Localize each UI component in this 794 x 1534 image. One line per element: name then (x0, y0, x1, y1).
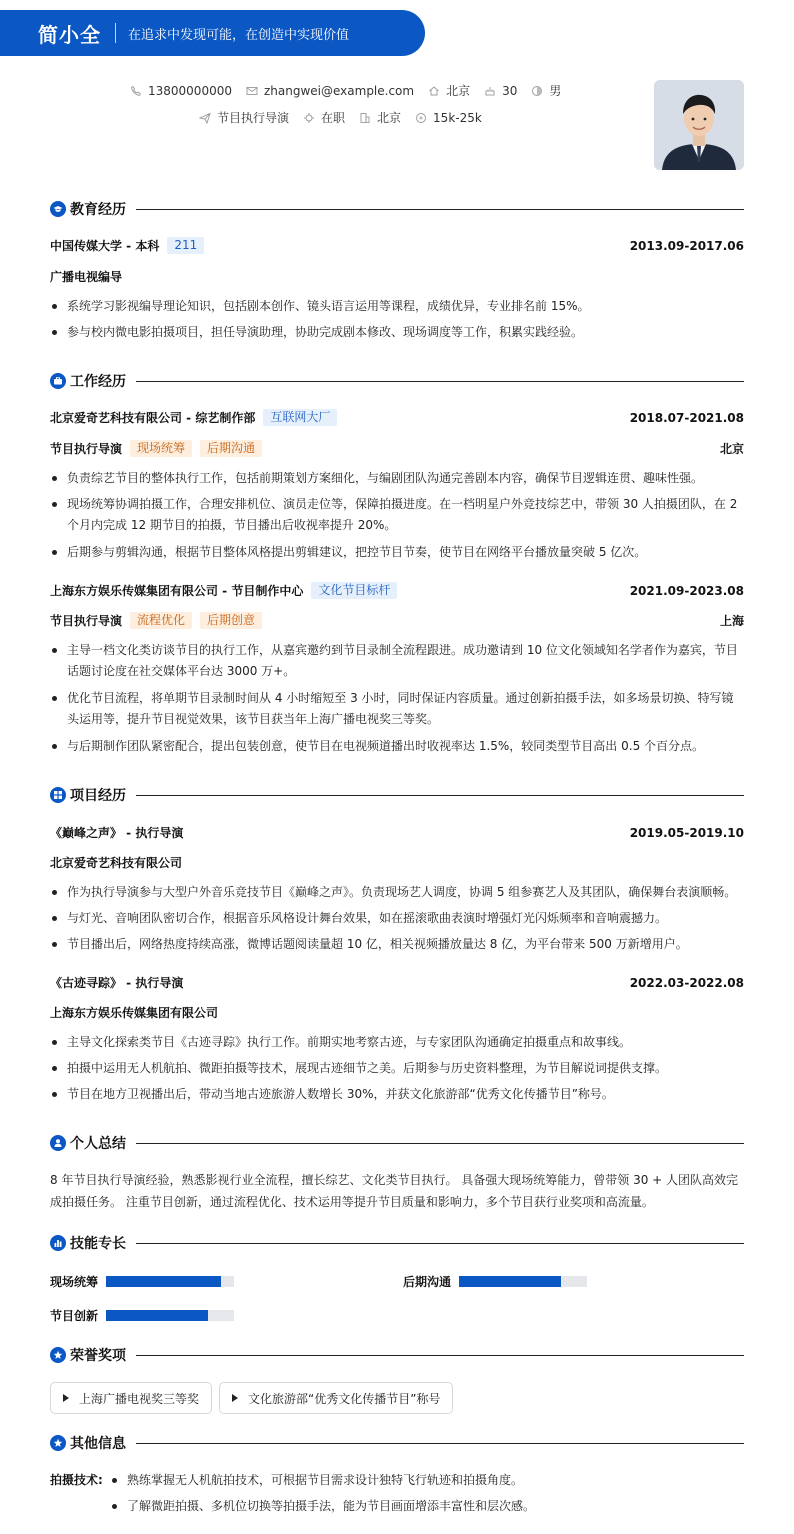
list-item: 主导一档文化类访谈节目的执行工作，从嘉宾邀约到节目录制全流程跟进。成功邀请到 10 位文化领域知名学者作为嘉宾，节目话题讨论度在社交媒体平台达 3000 万+。 (50, 640, 744, 682)
user-icon (50, 1135, 66, 1151)
section-skills (50, 1234, 744, 1252)
skill-name: 后期沟通 (403, 1275, 452, 1289)
banner-divider (115, 23, 116, 43)
section-education (50, 200, 744, 218)
job-period: 2021.09-2023.08 (629, 583, 744, 598)
education-major-row (50, 268, 744, 285)
play-triangle-icon (63, 1394, 69, 1402)
skill-bar-fill (459, 1276, 561, 1287)
graduation-cap-icon (50, 201, 66, 217)
skill-name: 节目创新 (50, 1309, 99, 1323)
contact-status: 在职 (303, 109, 345, 126)
project-name: 《古迹寻踪》 - 执行导演 (50, 976, 184, 990)
project-org: 北京爱奇艺科技有限公司 (50, 856, 183, 870)
job-period: 2018.07-2021.08 (629, 410, 744, 425)
status-icon (303, 112, 315, 124)
salary-icon (415, 112, 427, 124)
role-tag: 现场统筹 (130, 440, 192, 457)
section-work (50, 372, 744, 390)
contact-row-2 (199, 109, 639, 126)
phone-icon (130, 85, 142, 97)
header-banner (0, 10, 425, 56)
role-tag: 后期创意 (200, 612, 262, 629)
section-divider (136, 1143, 744, 1144)
avatar (654, 80, 744, 170)
motto: 在追求中发现可能，在创造中实现价值 (128, 27, 350, 43)
building-icon (359, 112, 371, 124)
skill-bar-fill (106, 1310, 208, 1321)
section-summary (50, 1134, 744, 1152)
job-role: 节目执行导演 (50, 614, 123, 628)
job-role-row (50, 612, 744, 629)
role-tag: 流程优化 (130, 612, 192, 629)
contact-position: 节目执行导演 (199, 109, 289, 126)
job-role-row (50, 440, 744, 457)
role-tag: 后期沟通 (200, 440, 262, 457)
school-name: 中国传媒大学 - 本科 (50, 239, 160, 253)
project-period: 2019.05-2019.10 (629, 825, 744, 840)
job-city: 北京 (719, 442, 744, 456)
company-name: 北京爱奇艺科技有限公司 - 综艺制作部 (50, 411, 256, 425)
list-item: 系统学习影视编导理论知识，包括剧本创作、镜头语言运用等课程，成绩优异，专业排名前 15%。 (50, 296, 744, 317)
section-divider (136, 1243, 744, 1244)
job-role: 节目执行导演 (50, 442, 123, 456)
skill-bar-fill (106, 1276, 221, 1287)
award-item: 上海广播电视奖三等奖 (50, 1382, 212, 1414)
play-triangle-icon (232, 1394, 238, 1402)
skill-item (50, 1273, 234, 1290)
contact-age: 30 (484, 84, 517, 98)
list-item: 主导文化探索类节目《古迹寻踪》执行工作。前期实地考察古迹，与专家团队沟通确定拍摄重点和故事线。 (50, 1032, 744, 1053)
project-name: 《巅峰之声》 - 执行导演 (50, 826, 184, 840)
contact-row-1 (130, 82, 570, 99)
job-header (50, 409, 744, 426)
list-item: 节目在地方卫视播出后，带动当地古迹旅游人数增长 30%，并获文化旅游部“优秀文化传播节目”称号。 (50, 1084, 744, 1105)
medal-icon (50, 1347, 66, 1363)
job-city: 上海 (719, 614, 744, 628)
section-divider (136, 209, 744, 210)
section-title: 项目经历 (70, 788, 126, 804)
section-projects (50, 786, 744, 804)
contact-salary: 15k-25k (415, 111, 482, 125)
contact-phone: 13800000000 (130, 84, 232, 98)
skill-bar (459, 1276, 587, 1287)
company-tag: 互联网大厂 (263, 409, 337, 426)
list-item: 了解微距拍摄、多机位切换等拍摄手法，能为节目画面增添丰富性和层次感。 (110, 1496, 744, 1517)
list-item: 节目播出后，网络热度持续高涨，微博话题阅读量超 10 亿，相关视频播放量达 8 亿，为平台带来 500 万新增用户。 (50, 934, 744, 955)
list-item: 负责综艺节目的整体执行工作，包括前期策划方案细化，与编剧团队沟通完善剧本内容，确保节目逻辑连贯、趣味性强。 (50, 468, 744, 489)
list-item: 参与校内微电影拍摄项目，担任导演助理，协助完成剧本修改、现场调度等工作，积累实践经验。 (50, 322, 744, 343)
project-header (50, 824, 744, 841)
list-item: 与后期制作团队紧密配合，提出包装创意，使节目在电视频道播出时收视率达 1.5%，较同类型节目高出 0.5 个百分点。 (50, 736, 744, 757)
project-org: 上海东方娱乐传媒集团有限公司 (50, 1006, 219, 1020)
section-title: 技能专长 (70, 1236, 126, 1252)
project-header (50, 974, 744, 991)
medal-icon (50, 1435, 66, 1451)
list-item: 后期参与剪辑沟通，根据节目整体风格提出剪辑建议，把控节目节奏，使节目在网络平台播放量突破 5 亿次。 (50, 542, 744, 563)
grid-icon (50, 787, 66, 803)
project-org-row (50, 854, 744, 871)
project-period: 2022.03-2022.08 (629, 975, 744, 990)
school-tag: 211 (167, 237, 204, 254)
job-header (50, 582, 744, 599)
section-title: 工作经历 (70, 374, 126, 390)
project-org-row (50, 1004, 744, 1021)
section-title: 荣誉奖项 (70, 1348, 126, 1364)
bar-chart-icon (50, 1235, 66, 1251)
contact-expected-city: 北京 (359, 109, 401, 126)
section-title: 个人总结 (70, 1136, 126, 1152)
skill-bar (106, 1310, 234, 1321)
contact-gender: 男 (531, 82, 561, 99)
section-divider (136, 1443, 744, 1444)
home-icon (428, 85, 440, 97)
skill-item (50, 1307, 234, 1324)
skill-item (403, 1273, 587, 1290)
education-period: 2013.09-2017.06 (629, 238, 744, 253)
briefcase-icon (50, 373, 66, 389)
section-other (50, 1434, 744, 1452)
award-item: 文化旅游部“优秀文化传播节目”称号 (219, 1382, 453, 1414)
skill-bar (106, 1276, 234, 1287)
list-item: 拍摄中运用无人机航拍、微距拍摄等技术，展现古迹细节之美。后期参与历史资料整理，为节目解说词提供支撑。 (50, 1058, 744, 1079)
section-honors (50, 1346, 744, 1364)
skill-name: 现场统筹 (50, 1275, 99, 1289)
section-divider (136, 1355, 744, 1356)
mail-icon (246, 85, 258, 97)
candidate-name: 简小全 (38, 22, 101, 47)
list-item: 作为执行导演参与大型户外音乐竞技节目《巅峰之声》。负责现场艺人调度，协调 5 组参赛艺人及其团队，确保舞台表演顺畅。 (50, 882, 744, 903)
other-label: 拍摄技术: (50, 1473, 103, 1487)
list-item: 优化节目流程，将单期节目录制时间从 4 小时缩短至 3 小时，同时保证内容质量。通过创新拍摄手法，如多场景切换、特写镜头运用等，提升节目视觉效果，该节目获当年上海广播电视奖三等奖。 (50, 688, 744, 730)
section-title: 其他信息 (70, 1436, 126, 1452)
contact-city: 北京 (428, 82, 470, 99)
list-item: 熟练掌握无人机航拍技术，可根据节目需求设计独特飞行轨迹和拍摄角度。 (110, 1470, 744, 1491)
summary-text: 8 年节目执行导演经验，熟悉影视行业全流程，擅长综艺、文化类节目执行。 具备强大现场统筹能力，曾带领 30 + 人团队高效完成拍摄任务。 注重节目创新，通过流程优化、技术运用等提升节目质量和影响力，多个节目获行业奖项和高流量。 (50, 1173, 739, 1209)
education-header (50, 237, 744, 254)
section-divider (136, 795, 744, 796)
company-tag: 文化节目标杆 (311, 582, 397, 599)
company-name: 上海东方娱乐传媒集团有限公司 - 节目制作中心 (50, 584, 304, 598)
list-item: 现场统筹协调拍摄工作，合理安排机位、演员走位等，保障拍摄进度。在一档明星户外竞技综艺中，带领 30 人拍摄团队，在 2 个月内完成 12 期节目的拍摄，节目播出后收视率提升 20%。 (50, 494, 744, 536)
section-title: 教育经历 (70, 202, 126, 218)
major: 广播电视编导 (50, 270, 123, 284)
section-divider (136, 381, 744, 382)
cake-icon (484, 85, 496, 97)
list-item: 与灯光、音响团队密切合作，根据音乐风格设计舞台效果，如在摇滚歌曲表演时增强灯光闪烁频率和音响震撼力。 (50, 908, 744, 929)
gender-icon (531, 85, 543, 97)
contact-email: zhangwei@example.com (246, 84, 414, 98)
send-icon (199, 112, 211, 124)
